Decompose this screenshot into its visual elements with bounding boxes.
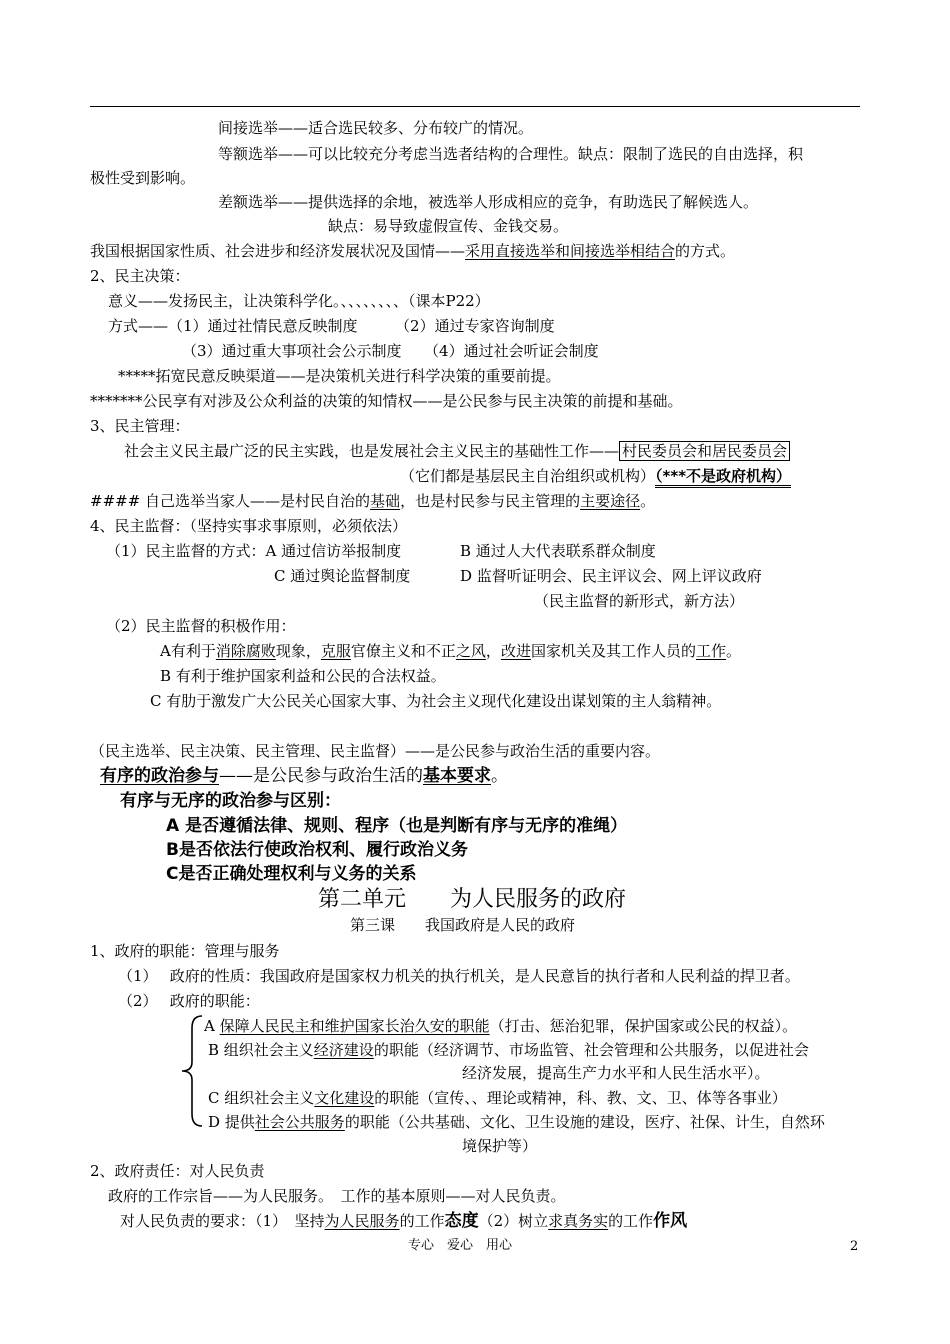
text-line: B 组织社会主义经济建设的职能（经济调节、市场监管、社会管理和公共服务，以促进社会 — [208, 1041, 809, 1059]
text-line: A有利于消除腐败现象，克服官僚主义和不正之风，改进国家机关及其工作人员的工作。 — [160, 642, 741, 660]
text-line: *******公民享有对涉及公众利益的决策的知情权——是公民参与民主决策的前提和基础。 — [90, 392, 683, 410]
text-line: （2）民主监督的积极作用： — [106, 617, 296, 635]
text-line: 经济发展，提高生产力水平和人民生活水平）。 — [462, 1064, 770, 1082]
header-rule — [90, 106, 860, 107]
page-number: 2 — [850, 1239, 859, 1254]
unit-title: 第二单元 为人民服务的政府 — [318, 887, 627, 912]
text-line: （1）民主监督的方式：A 通过信访举报制度 — [106, 542, 402, 560]
text-line: C 有肋于激发广大公民关心国家大事、为社会主义现代化建设出谋划策的主人翁精神。 — [150, 692, 722, 710]
text-line: （它们都是基层民主自治组织或机构）（***不是政府机构） — [400, 465, 791, 487]
text-line: 间接选举——适合选民较多、分布较广的情况。 — [218, 119, 534, 137]
text-line: 有序的政治参与——是公民参与政治生活的基本要求。 — [100, 766, 508, 786]
text-line: （2） 政府的职能： — [118, 992, 260, 1010]
text-line: #### 自己选举当家人——是村民自治的基础，也是村民参与民主管理的主要途径。 — [90, 492, 656, 510]
text-line: D 监督听证明会、民主评议会、网上评议政府 — [460, 567, 762, 585]
curly-brace-icon — [176, 1014, 206, 1128]
text-line: 极性受到影响。 — [90, 169, 196, 187]
section-heading: 1、政府的职能：管理与服务 — [90, 942, 280, 960]
text-line: 对人民负责的要求：（1） 坚持为人民服务的工作态度（2）树立求真务实的工作作风 — [120, 1211, 688, 1231]
text-line: *****拓宽民意反映渠道——是决策机关进行科学决策的重要前提。 — [118, 367, 561, 385]
text-line: （民主监督的新形式，新方法） — [534, 592, 745, 610]
text-line: 等额选举——可以比较充分考虑当选者结构的合理性。缺点：限制了选民的自由选择，积 — [218, 145, 804, 163]
text-line: （1） 政府的性质：我国政府是国家权力机关的执行机关，是人民意旨的执行者和人民利益的捍卫者。 — [118, 967, 800, 985]
bold-heading: 有序与无序的政治参与区别： — [120, 791, 341, 811]
page-footer: 专心 爱心 用心 — [408, 1238, 513, 1253]
lesson-title: 第三课 我国政府是人民的政府 — [350, 916, 576, 934]
section-heading: 4、民主监督：（坚持实事求事原则，必须依法） — [90, 517, 408, 535]
text-line: B 通过人大代表联系群众制度 — [460, 542, 656, 560]
section-heading: 2、民主决策： — [90, 267, 190, 285]
text-line: 差额选举——提供选择的余地，被选举人形成相应的竞争，有助选民了解候选人。 — [218, 193, 759, 211]
text-line: 境保护等） — [462, 1137, 538, 1155]
text-line: 我国根据国家性质、社会进步和经济发展状况及国情——采用直接选举和间接选举相结合的方式。 — [90, 242, 736, 260]
text-line: 社会主义民主最广泛的民主实践，也是发展社会主义民主的基础性工作—— 村民委员会和居民委员会 — [124, 440, 790, 462]
section-heading: 2、政府责任：对人民负责 — [90, 1162, 265, 1180]
underlined-term: 采用直接选举和间接选举相结合 — [465, 242, 676, 260]
text-line: D 提供社会公共服务的职能（公共基础、文化、卫生设施的建设，医疗、社保、计生，自然环 — [208, 1113, 825, 1131]
text-line: 方式——（1）通过社情民意反映制度 （2）通过专家咨询制度 — [108, 317, 555, 335]
bold-point: B是否依法行使政治权利、履行政治义务 — [166, 840, 468, 860]
text-line: C 组织社会主义文化建设的职能（宣传、、理论或精神，科、教、文、卫、体等各事业） — [208, 1089, 787, 1107]
text-line: C 通过舆论监督制度 — [274, 567, 411, 585]
bold-point: A 是否遵循法律、规则、程序（也是判断有序与无序的准绳） — [166, 816, 628, 836]
text-line: A 保障人民民主和维护国家长治久安的职能（打击、惩治犯罪，保护国家或公民的权益）。 — [204, 1017, 798, 1035]
section-heading: 3、民主管理： — [90, 417, 190, 435]
emphasis-note: （***不是政府机构） — [655, 467, 791, 488]
text-line: （3）通过重大事项社会公示制度 （4）通过社会听证会制度 — [182, 342, 599, 360]
text-line: 缺点：易导致虚假宣传、金钱交易。 — [328, 217, 569, 235]
bold-point: C是否正确处理权利与义务的关系 — [166, 864, 417, 884]
text-line: 政府的工作宗旨——为人民服务。 工作的基本原则——对人民负责。 — [108, 1187, 566, 1205]
text-line: 意义——发扬民主，让决策科学化。、、、、、、、、（课本P22） — [108, 292, 490, 310]
text-line: （民主选举、民主决策、民主管理、民主监督）——是公民参与政治生活的重要内容。 — [90, 742, 661, 760]
text-line: B 有利于维护国家利益和公民的合法权益。 — [160, 667, 446, 685]
boxed-term: 村民委员会和居民委员会 — [619, 441, 790, 461]
